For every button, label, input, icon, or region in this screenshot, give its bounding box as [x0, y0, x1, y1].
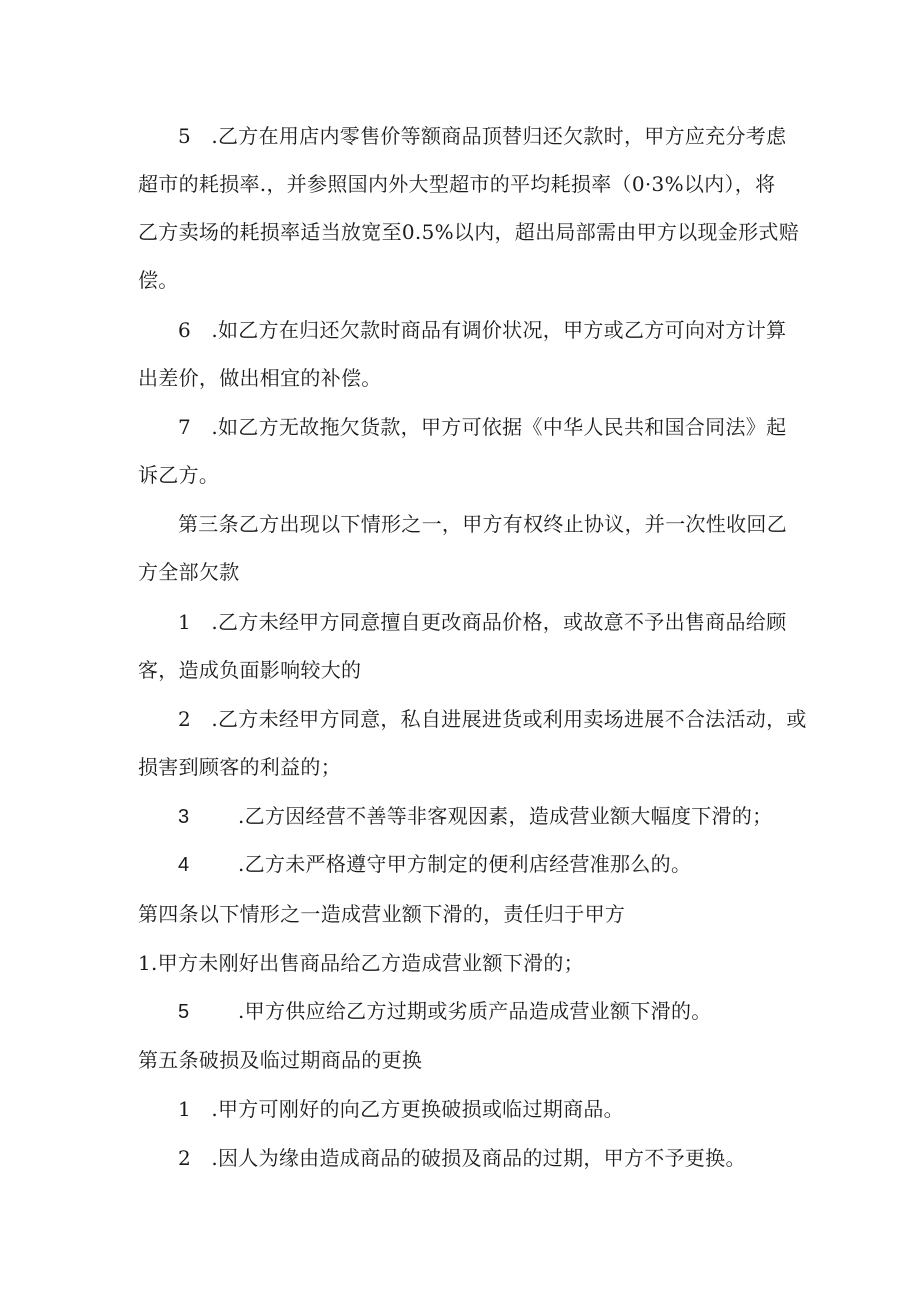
text-line: 偿。 [138, 268, 179, 292]
paragraph-article-3-item-1 [138, 598, 788, 694]
text-line: 1.甲方未刚好出售商品给乙方造成营业额下滑的； [138, 951, 584, 975]
text-line [138, 840, 788, 889]
text-line: 方全部欠款 [138, 560, 240, 584]
text-line: 5 .乙方在用店内零售价等额商品顶替归还欠款时，甲方应充分考虑 [178, 124, 787, 148]
text-line: 2 .因人为缘由造成商品的破损及商品的过期，甲方不予更换。 [178, 1146, 746, 1170]
text-line: 1 .甲方可刚好的向乙方更换破损或临过期商品。 [178, 1097, 624, 1121]
text-line [138, 987, 788, 1036]
item-text: .乙方未严格遵守甲方制定的便利店经营准那么的。 [238, 852, 692, 876]
text-line: 损害到顾客的利益的； [138, 755, 341, 779]
text-line: 7 .如乙方无故拖欠货款，甲方可依据《中华人民共和国合同法》起 [178, 415, 787, 439]
paragraph-article-5-item-2 [138, 1134, 788, 1182]
text-line: 超市的耗损率.，并参照国内外大型超市的平均耗损率（0·3%以内），将 [138, 172, 776, 196]
text-line: 2 .乙方未经甲方同意，私自进展进货或利用卖场进展不合法活动，或 [178, 707, 807, 731]
paragraph-article-5-item-1 [138, 1085, 788, 1133]
item-number: 4 [178, 854, 190, 876]
text-line: 诉乙方。 [138, 463, 220, 487]
paragraph-article-3-item-4 [138, 840, 788, 889]
text-line: 客，造成负面影响较大的 [138, 658, 362, 682]
paragraph-article-5 [138, 1036, 788, 1084]
item-text: .乙方因经营不善等非客观因素，造成营业额大幅度下滑的； [238, 804, 773, 828]
text-line [138, 792, 788, 841]
text-line: 出差价，做出相宜的补偿。 [138, 366, 382, 390]
paragraph-clause-7 [138, 403, 788, 499]
item-text: .甲方供应给乙方过期或劣质产品造成营业额下滑的。 [238, 999, 712, 1023]
paragraph-article-4 [138, 890, 788, 938]
paragraph-clause-6 [138, 306, 788, 402]
text-line: 第三条乙方出现以下情形之一，甲方有权终止协议，并一次性收回乙 [178, 512, 787, 536]
text-line: 1 .乙方未经甲方同意擅自更改商品价格，或故意不予出售商品给顾 [178, 610, 787, 634]
text-line: 乙方卖场的耗损率适当放宽至0.5%以内，超出局部需由甲方以现金形式赔 [138, 220, 800, 244]
paragraph-article-3 [138, 500, 788, 596]
text-line: 6 .如乙方在归还欠款时商品有调价状况，甲方或乙方可向对方计算 [178, 318, 787, 342]
paragraph-article-3-item-3 [138, 792, 788, 841]
item-number: 5 [178, 1001, 190, 1023]
paragraph-article-4-item-1 [138, 939, 788, 987]
text-line: 第四条以下情形之一造成营业额下滑的，责任归于甲方 [138, 902, 626, 926]
paragraph-article-3-item-2 [138, 695, 807, 791]
item-number: 3 [178, 806, 190, 828]
paragraph-clause-5 [138, 112, 800, 304]
paragraph-article-4-item-5 [138, 987, 788, 1036]
text-line: 第五条破损及临过期商品的更换 [138, 1048, 423, 1072]
